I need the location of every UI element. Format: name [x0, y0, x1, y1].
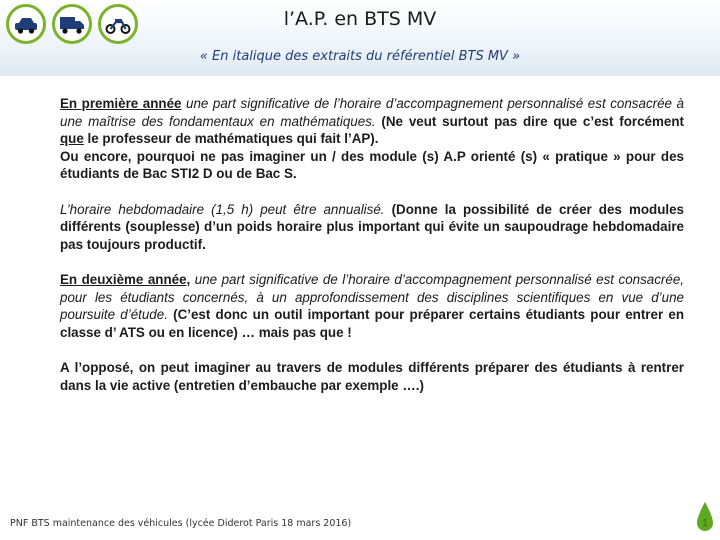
- footer-text: PNF BTS maintenance des véhicules (lycée Diderot Paris 18 mars 2016): [10, 518, 352, 529]
- second-year-note: (C’est donc un outil important pour préparer certains étudiants pour entrer en classe d’ ATS ou en licence) … mais pas que !: [60, 307, 684, 340]
- paragraph-first-year: [60, 95, 684, 183]
- paragraph-opposite: [60, 359, 684, 394]
- first-year-note-end: le professeur de mathématiques qui fait l’AP).: [83, 131, 379, 147]
- second-year-heading: En deuxième année,: [60, 271, 191, 287]
- second-year-quote: une part significative de l’horaire d’accompagnement personnalisé est consacrée, pour les étudiants concernés, à un approfondissement des disciplines scientifiques en vue d’une poursuite d’étude.: [60, 271, 685, 323]
- first-year-note: (Ne veut surtout pas dire que c’est forcément: [375, 113, 685, 129]
- slide-header: [0, 0, 720, 76]
- first-year-quote: une part significative de l’horaire d’accompagnement personnalisé est consacrée à une maîtrise des fondamentaux en mathématiques.: [60, 96, 684, 129]
- page-title: l’A.P. en BTS MV: [283, 8, 437, 30]
- page-subtitle: « En italique des extraits du référentiel BTS MV »: [199, 49, 521, 64]
- slide-body: [60, 95, 684, 394]
- first-year-note-emphasis: que: [60, 131, 84, 147]
- annualized-quote: L’horaire hebdomadaire (1,5 h) peut être annualisé.: [60, 201, 385, 217]
- first-year-heading: En première année: [60, 96, 182, 111]
- annualized-note: (Donne la possibilité de créer des modules différents (souplesse) d’un poids horaire plus important qui évite un saupoudrage hebdomadaire pas toujours productif.: [60, 201, 684, 252]
- opposite-note: A l’opposé, on peut imaginer au travers de modules différents préparer des étudiants à rentrer dans la vie active (entretien d’embauche par exemple ….): [60, 359, 684, 393]
- page-number: 1: [702, 518, 708, 529]
- paragraph-annualized: [60, 201, 684, 254]
- first-year-alternative: Ou encore, pourquoi ne pas imaginer un / des module (s) A.P orienté (s) « pratique » pour des étudiants de Bac STI2 D ou de Bac S.: [60, 148, 684, 182]
- paragraph-second-year: [60, 271, 684, 341]
